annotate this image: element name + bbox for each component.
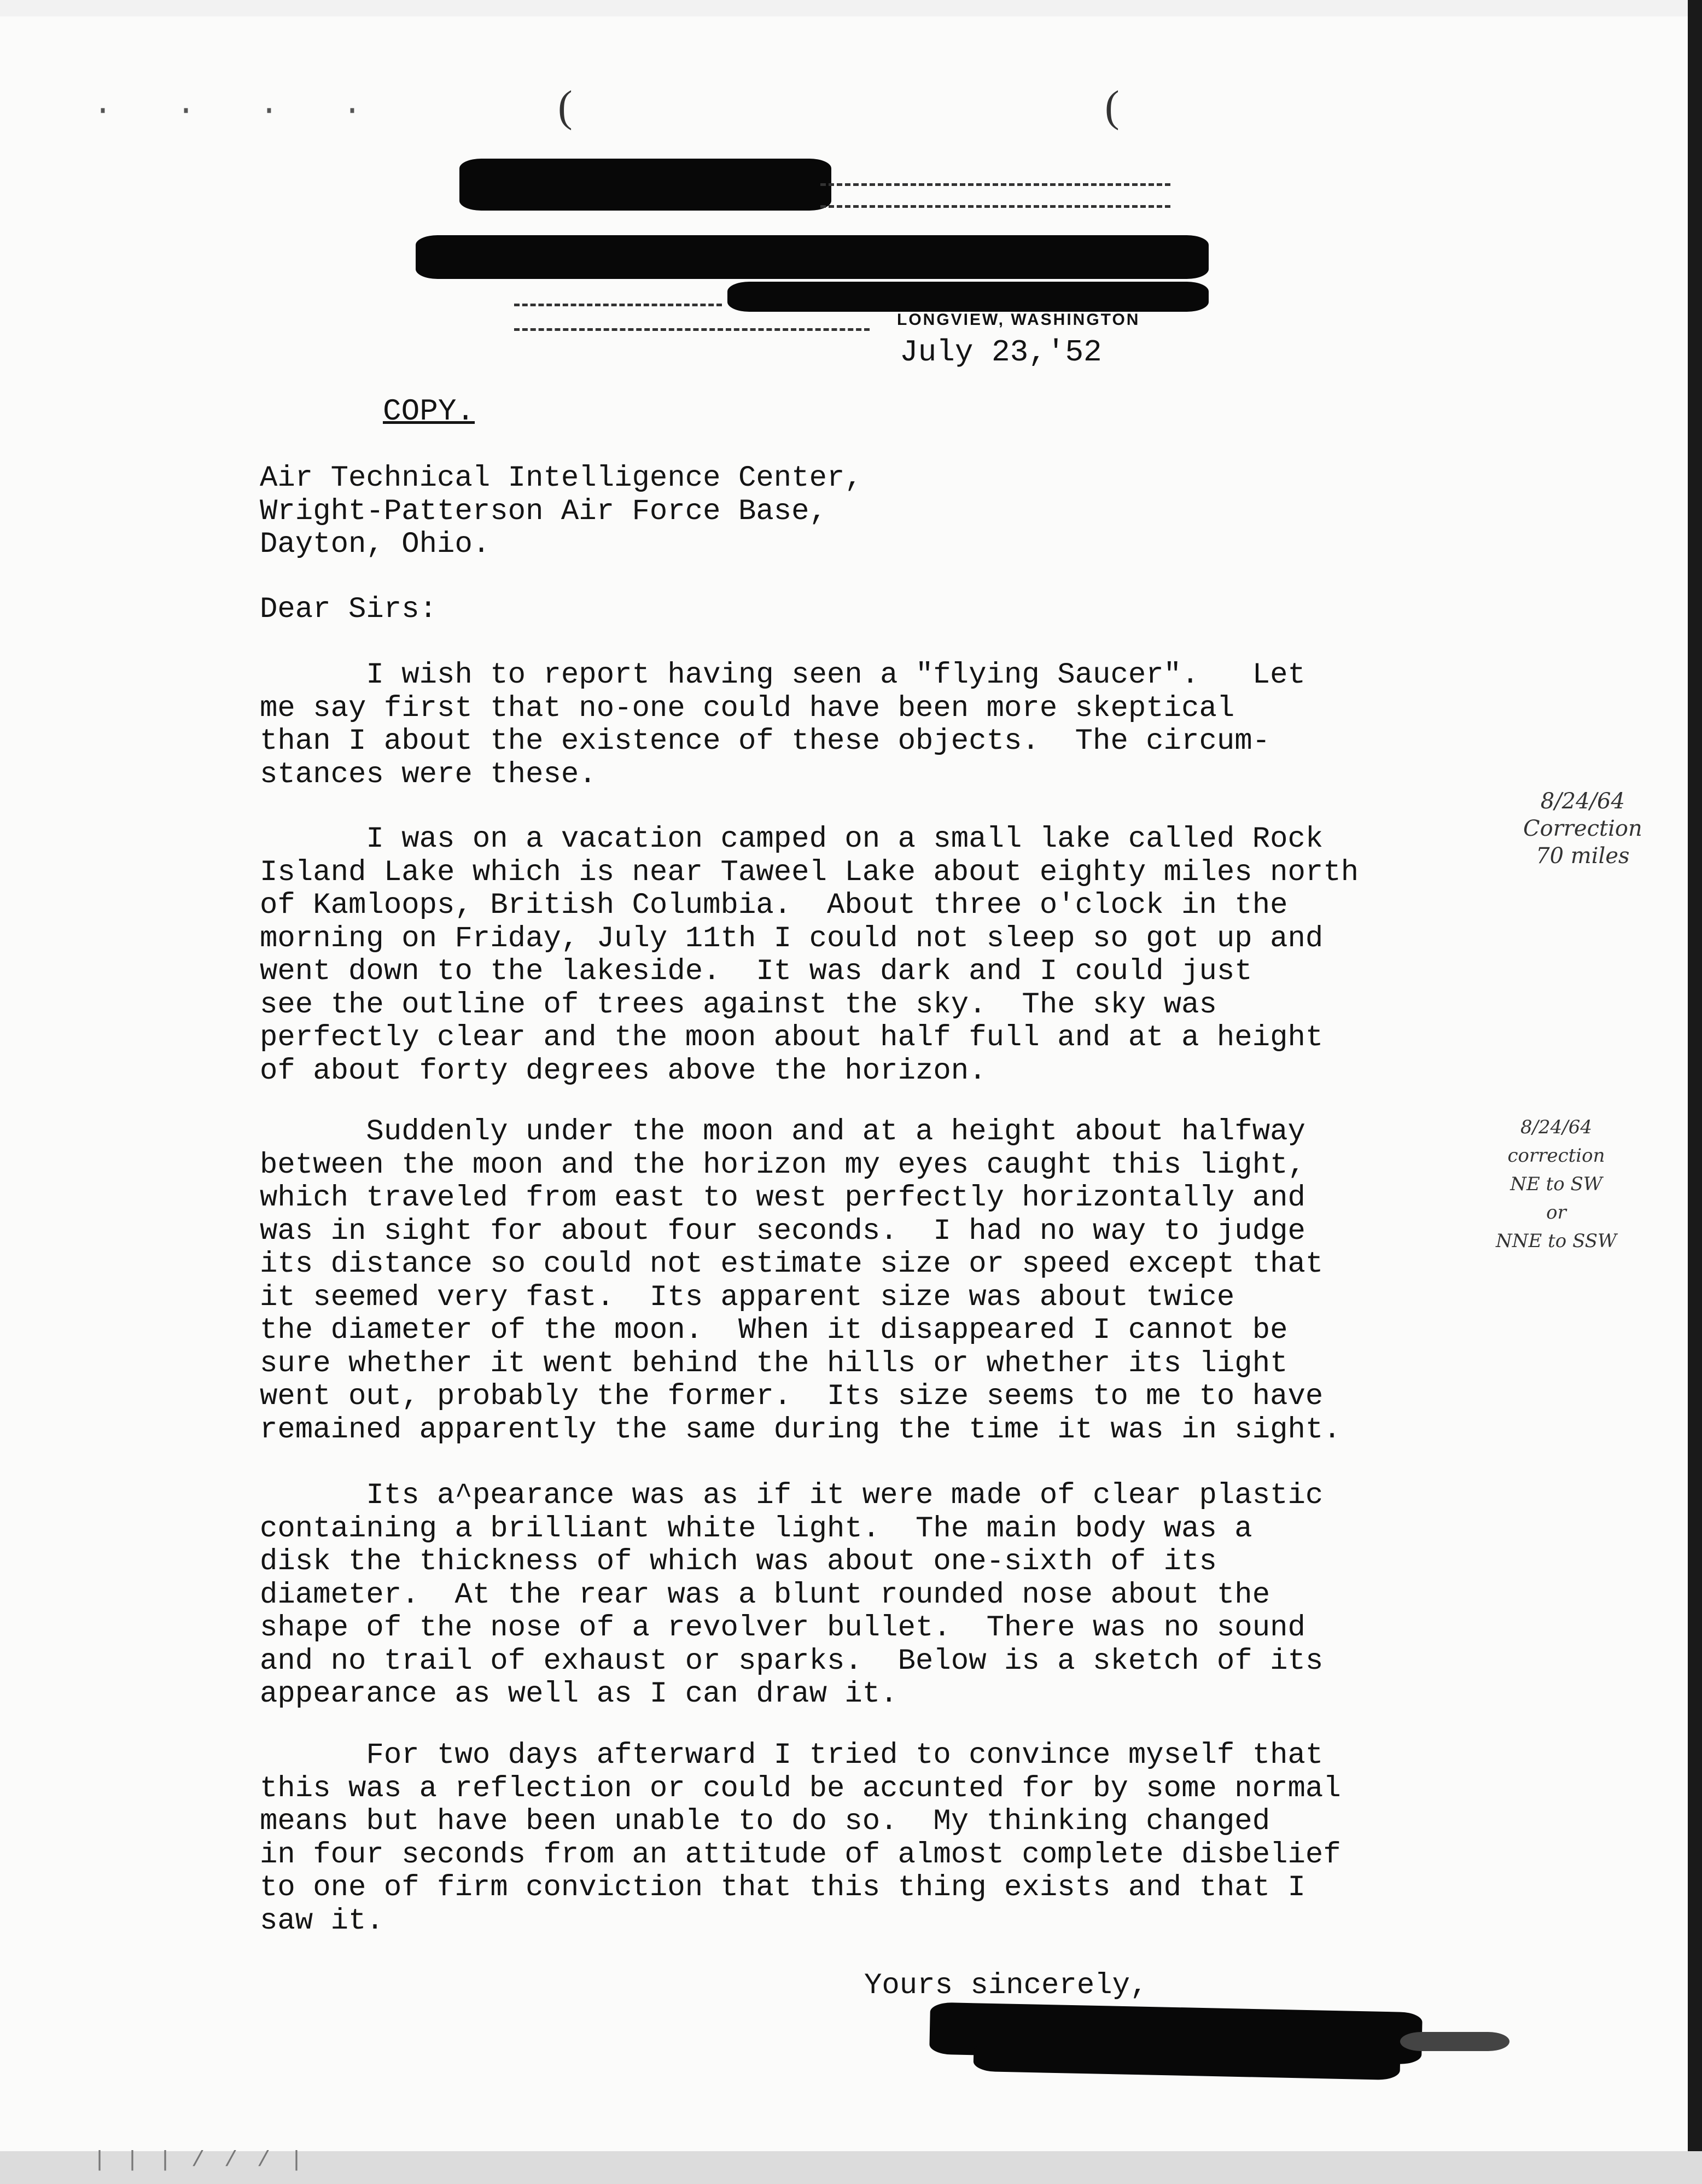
- letterhead-location: LONGVIEW, WASHINGTON: [897, 311, 1140, 329]
- scan-top-edge: [0, 0, 1702, 16]
- paragraph-3: Suddenly under the moon and at a height about halfway between the moon and the horizon my eyes caught this light, which traveled from east to west perfectly horizontally and was in sight for about four seconds. I had no way to judge its distance so could not estimate size or speed except that it seemed very fast. Its apparent size was about twice the diameter of the moon. When it disappeared I cannot be sure whether it went behind the hills or whether its light went out, probably the former. Its size seems to me to have remained apparently the same during the time it was in sight.: [260, 1115, 1341, 1447]
- letter-date: July 23,'52: [900, 335, 1102, 370]
- margin-note-correction-direction: 8/24/64 correction NE to SW or NNE to SSW: [1496, 1116, 1617, 1252]
- hole-punch-mark-left: (: [558, 83, 573, 131]
- address-line: Dayton, Ohio.: [260, 528, 491, 561]
- hole-punch-mark-right: (: [1105, 83, 1120, 131]
- address-line: Wright-Patterson Air Force Base,: [260, 494, 827, 528]
- paragraph-2: I was on a vacation camped on a small lake called Rock Island Lake which is near Taweel Lake about eighty miles north of Kamloops, British Columbia. About three o'clock in the morning on Friday, July 11th I could not sleep so got up and went down to the lakeside. It was dark and I could just see the outline of trees against the sky. The sky was perfectly clear and the moon about half full and at a height of about forty degrees above the horizon.: [260, 823, 1359, 1088]
- scan-specks: · · · ·: [93, 93, 384, 130]
- scan-right-edge: [1688, 0, 1702, 2184]
- salutation: Dear Sirs:: [260, 593, 438, 626]
- copy-label: COPY.: [383, 394, 475, 429]
- recipient-address: [260, 462, 862, 562]
- paragraph-1: I wish to report having seen a "flying Saucer". Let me say first that no-one could have been more skeptical than I about the existence of these objects. The circum- stances were these.: [260, 659, 1305, 791]
- margin-note-correction-distance: 8/24/64 Correction 70 miles: [1523, 789, 1642, 869]
- paragraph-5: For two days afterward I tried to convince myself that this was a reflection or could be accunted for by some normal means but have been unable to do so. My thinking changed in four seconds from an attitude of almost complete disbelief to one of firm conviction that this thing exists and that I saw it.: [260, 1739, 1341, 1938]
- paragraph-4: Its a^pearance was as if it were made of clear plastic containing a brilliant white light. The main body was a disk the thickness of which was about one-sixth of its diameter. At the rear was a blunt rounded nose about the shape of the nose of a revolver bullet. There was no sound and no trail of exhaust or sparks. Below is a sketch of its appearance as well as I can draw it.: [260, 1479, 1324, 1711]
- address-line: Air Technical Intelligence Center,: [260, 462, 862, 495]
- scan-bottom-marks: | | | / / / |: [93, 2148, 307, 2173]
- closing: Yours sincerely,: [864, 1969, 1148, 2002]
